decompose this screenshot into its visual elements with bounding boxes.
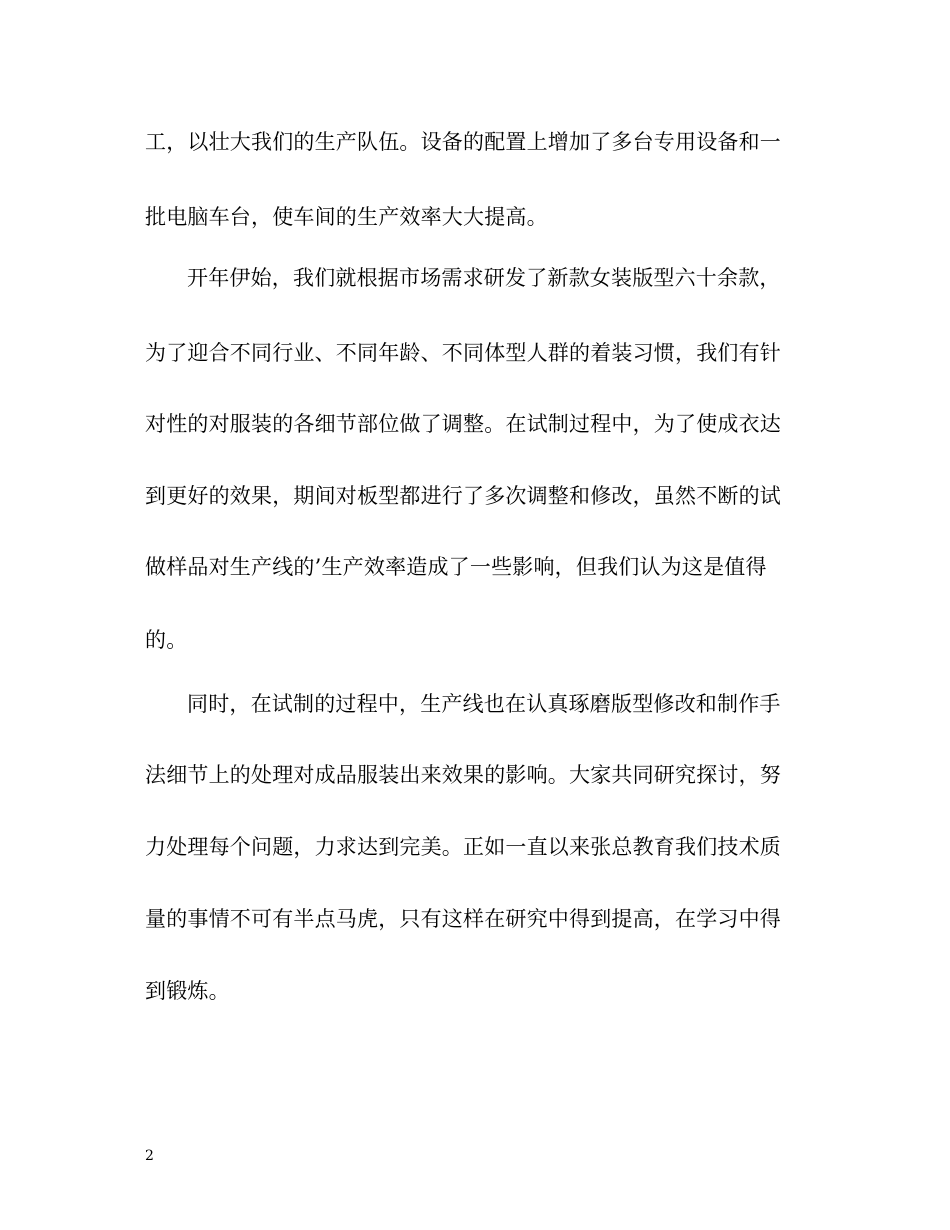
text-line: 到锻炼。 [145, 979, 230, 1003]
text-line: 对性的对服装的各细节部位做了调整。在试制过程中，为了使成衣达 [145, 412, 781, 436]
text-line: 力处理每个问题，力求达到完美。正如一直以来张总教育我们技术质 [145, 835, 781, 859]
paragraph-first-line: 同时，在试制的过程中，生产线也在认真琢磨版型修改和制作手 [187, 692, 781, 716]
page-number: 2 [145, 1148, 154, 1164]
text-line: 做样品对生产线的’生产效率造成了一些影响，但我们认为这是值得 [145, 555, 767, 579]
text-line: 量的事情不可有半点马虎，只有这样在研究中得到提高，在学习中得 [145, 907, 781, 931]
paragraph-first-line: 开年伊始，我们就根据市场需求研发了新款女装版型六十余款， [187, 266, 781, 290]
text-line: 批电脑车台，使车间的生产效率大大提高。 [145, 205, 548, 229]
text-line: 为了迎合不同行业、不同年龄、不同体型人群的着装习惯，我们有针 [145, 341, 781, 365]
text-line: 到更好的效果，期间对板型都进行了多次调整和修改，虽然不断的试 [145, 484, 781, 508]
text-line: 法细节上的处理对成品服装出来效果的影响。大家共同研究探讨，努 [145, 763, 781, 787]
text-line: 工，以壮大我们的生产队伍。设备的配置上增加了多台专用设备和一 [145, 130, 781, 154]
text-line: 的。 [145, 628, 188, 652]
